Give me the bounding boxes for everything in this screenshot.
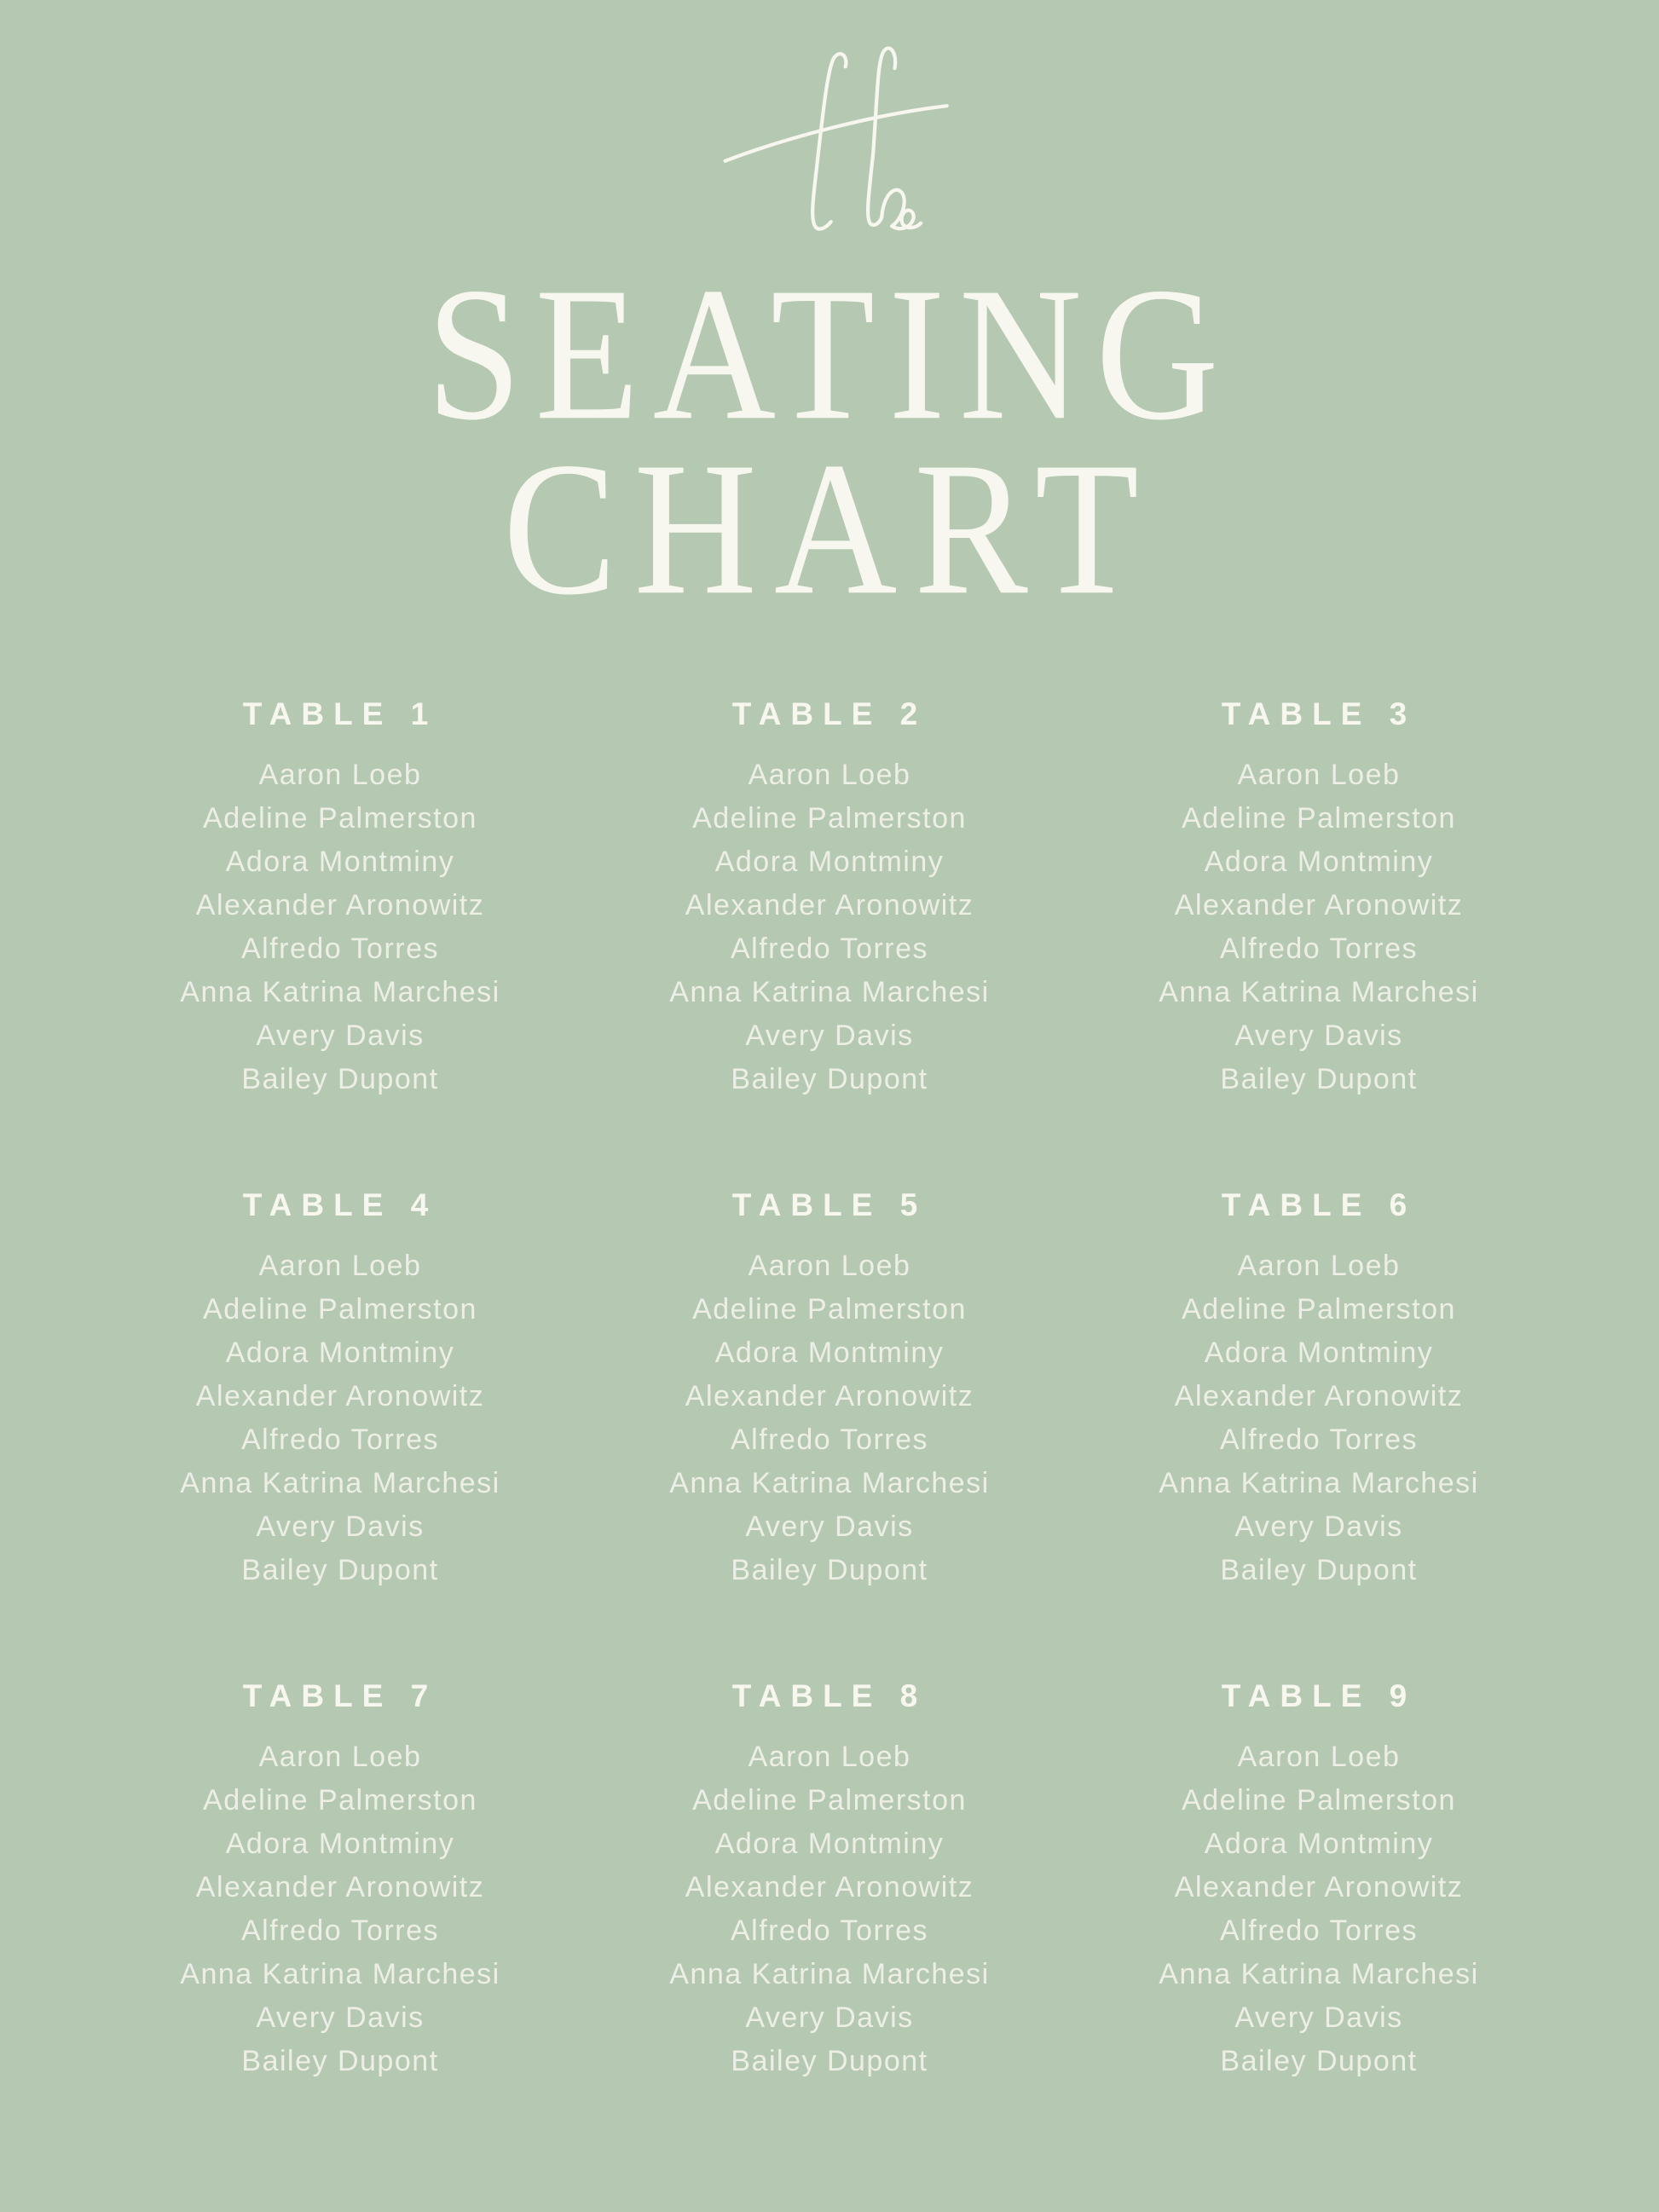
guest-name: Adeline Palmerston [203,1293,477,1325]
guest-name: Aaron Loeb [1237,1250,1401,1282]
guest-name: Anna Katrina Marchesi [669,976,990,1008]
guest-list [585,1736,1074,2083]
guest-name: Alexander Aronowitz [685,1871,974,1903]
guest-name: Alfredo Torres [240,933,440,965]
guest-name: Bailey Dupont [1220,1063,1418,1095]
guest-name: Alexander Aronowitz [1174,889,1464,921]
guest-name: Adeline Palmerston [692,802,967,835]
table-label: TABLE 8 [731,1678,928,1713]
script-the-text [633,39,1026,257]
guest-name: Alexander Aronowitz [195,1380,485,1412]
guest-list [585,1245,1074,1592]
tables-grid [95,696,1564,2083]
guest-name: Adora Montminy [225,1828,455,1860]
guest-list [1074,754,1564,1101]
guest-name: Anna Katrina Marchesi [180,1958,500,1990]
guest-name: Anna Katrina Marchesi [1159,976,1479,1008]
guest-name: Alfredo Torres [1219,1424,1419,1456]
guest-name: Bailey Dupont [731,2045,928,2077]
guest-name: Anna Katrina Marchesi [1159,1467,1479,1499]
guest-name: Avery Davis [256,1019,425,1052]
guest-name: Aaron Loeb [748,759,911,791]
guest-name: Alfredo Torres [730,933,929,965]
guest-name: Bailey Dupont [1220,2045,1418,2077]
guest-name: Adeline Palmerston [203,802,477,835]
table-card-4 [95,1187,585,1592]
guest-list [95,1245,585,1592]
table-label: TABLE 6 [1221,1187,1417,1222]
guest-name: Adora Montminy [714,1828,945,1860]
table-label: TABLE 5 [731,1187,928,1222]
guest-name: Aaron Loeb [748,1741,911,1773]
table-label: TABLE 4 [242,1187,438,1222]
guest-name: Alexander Aronowitz [685,889,974,921]
table-card-5 [585,1187,1074,1592]
table-label: TABLE 7 [242,1678,438,1713]
guest-name: Avery Davis [745,1019,914,1052]
guest-name: Adora Montminy [225,846,455,878]
guest-list [1074,1736,1564,2083]
guest-list [95,1736,585,2083]
table-card-7 [95,1678,585,2083]
guest-name: Adeline Palmerston [203,1784,477,1816]
guest-name: Avery Davis [1234,2001,1403,2034]
title-line-chart: CHART [503,424,1156,635]
table-label: TABLE 9 [1221,1678,1417,1713]
guest-name: Adeline Palmerston [1182,1293,1456,1325]
guest-name: Alfredo Torres [1219,933,1419,965]
guest-name: Alfredo Torres [240,1424,440,1456]
guest-name: Avery Davis [1234,1019,1403,1052]
script-stroke-h [868,49,895,225]
guest-name: Avery Davis [745,2001,914,2034]
script-stroke-t [812,54,846,228]
table-label: TABLE 3 [1221,696,1417,731]
guest-name: Alexander Aronowitz [195,1871,485,1903]
guest-name: Adeline Palmerston [692,1293,967,1325]
script-stroke-swash [725,106,947,161]
table-card-3 [1074,696,1564,1101]
table-card-8 [585,1678,1074,2083]
guest-name: Aaron Loeb [258,1250,422,1282]
table-label: TABLE 2 [731,696,928,731]
guest-name: Adora Montminy [1204,1828,1434,1860]
guest-name: Avery Davis [1234,1510,1403,1543]
guest-name: Adeline Palmerston [1182,1784,1456,1816]
guest-name: Bailey Dupont [731,1063,928,1095]
script-stroke-he [882,190,921,228]
guest-name: Aaron Loeb [1237,759,1401,791]
table-card-2 [585,696,1074,1101]
guest-name: Anna Katrina Marchesi [669,1958,990,1990]
guest-name: Bailey Dupont [1220,1554,1418,1586]
poster-title [95,39,1564,635]
guest-name: Adora Montminy [225,1337,455,1369]
title-line-seating: SEATING [426,249,1233,460]
guest-name: Alfredo Torres [730,1915,929,1947]
guest-name: Alexander Aronowitz [1174,1380,1464,1412]
guest-name: Alfredo Torres [240,1915,440,1947]
guest-name: Bailey Dupont [241,1554,439,1586]
guest-list [585,754,1074,1101]
guest-name: Anna Katrina Marchesi [180,976,500,1008]
guest-name: Bailey Dupont [241,2045,439,2077]
table-card-9 [1074,1678,1564,2083]
guest-name: Alfredo Torres [1219,1915,1419,1947]
guest-name: Aaron Loeb [258,1741,422,1773]
guest-name: Aaron Loeb [258,759,422,791]
guest-name: Alexander Aronowitz [195,889,485,921]
guest-name: Anna Katrina Marchesi [180,1467,500,1499]
guest-list [1074,1245,1564,1592]
guest-name: Adora Montminy [1204,1337,1434,1369]
guest-name: Aaron Loeb [1237,1741,1401,1773]
guest-name: Adora Montminy [714,846,945,878]
guest-name: Alfredo Torres [730,1424,929,1456]
table-card-6 [1074,1187,1564,1592]
guest-name: Adeline Palmerston [1182,802,1456,835]
table-card-1 [95,696,585,1101]
guest-name: Adeline Palmerston [692,1784,967,1816]
guest-name: Avery Davis [256,1510,425,1543]
guest-name: Alexander Aronowitz [685,1380,974,1412]
table-label: TABLE 1 [242,696,438,731]
guest-name: Adora Montminy [714,1337,945,1369]
guest-name: Avery Davis [745,1510,914,1543]
guest-name: Bailey Dupont [731,1554,928,1586]
guest-name: Anna Katrina Marchesi [1159,1958,1479,1990]
guest-name: Adora Montminy [1204,846,1434,878]
guest-name: Bailey Dupont [241,1063,439,1095]
guest-name: Anna Katrina Marchesi [669,1467,990,1499]
guest-name: Avery Davis [256,2001,425,2034]
guest-list [95,754,585,1101]
guest-name: Alexander Aronowitz [1174,1871,1464,1903]
guest-name: Aaron Loeb [748,1250,911,1282]
